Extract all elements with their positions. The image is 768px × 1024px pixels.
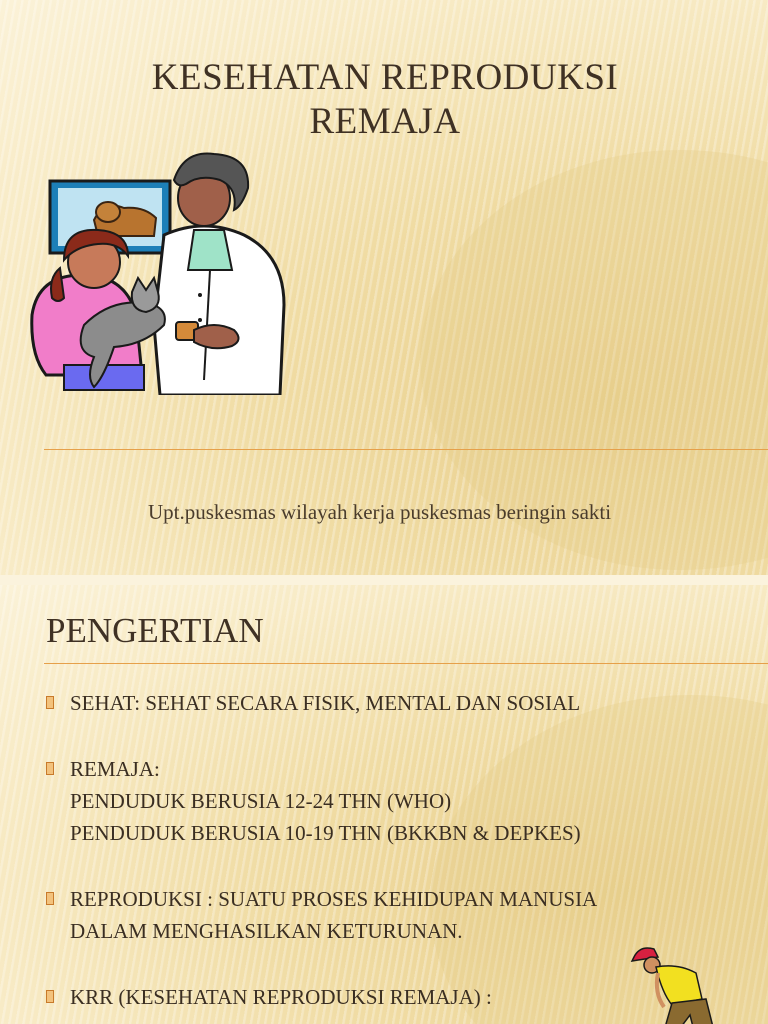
list-item [44, 883, 724, 947]
bullet-square-icon [46, 696, 54, 709]
slide-gap [0, 575, 768, 585]
slide-title-line-2: REMAJA [309, 101, 461, 142]
bullet-square-icon [46, 892, 54, 905]
title-divider [44, 449, 768, 450]
bullet-list [44, 687, 724, 1013]
slide-title: PENGERTIAN [46, 611, 264, 650]
person-bending-clipart-icon [624, 943, 716, 1024]
title-divider [44, 663, 768, 664]
bullet-text: REMAJA: [70, 757, 160, 781]
slide-subtitle: Upt.puskesmas wilayah kerja puskesmas beringin sakti [148, 500, 612, 524]
list-item [44, 687, 724, 719]
bullet-text: PENDUDUK BERUSIA 10-19 THN (BKKBN & DEPKES) [70, 821, 581, 845]
bullet-square-icon [46, 762, 54, 775]
bullet-square-icon [46, 990, 54, 1003]
list-item [44, 753, 724, 849]
content-slide [0, 585, 768, 1024]
bullet-text: PENDUDUK BERUSIA 12-24 THN (WHO) [70, 789, 452, 813]
slide-title [60, 56, 710, 144]
bullet-text: KRR (KESEHATAN REPRODUKSI REMAJA) : [70, 985, 492, 1009]
veterinarian-clipart-icon [24, 150, 294, 395]
bullet-text: DALAM MENGHASILKAN KETURUNAN. [70, 919, 463, 943]
list-item [44, 981, 724, 1013]
slide-title-line-1: KESEHATAN REPRODUKSI [151, 57, 619, 98]
bullet-text: REPRODUKSI : SUATU PROSES KEHIDUPAN MANUSIA [70, 887, 598, 911]
bullet-text: SEHAT: SEHAT SECARA FISIK, MENTAL DAN SOSIAL [70, 691, 581, 715]
